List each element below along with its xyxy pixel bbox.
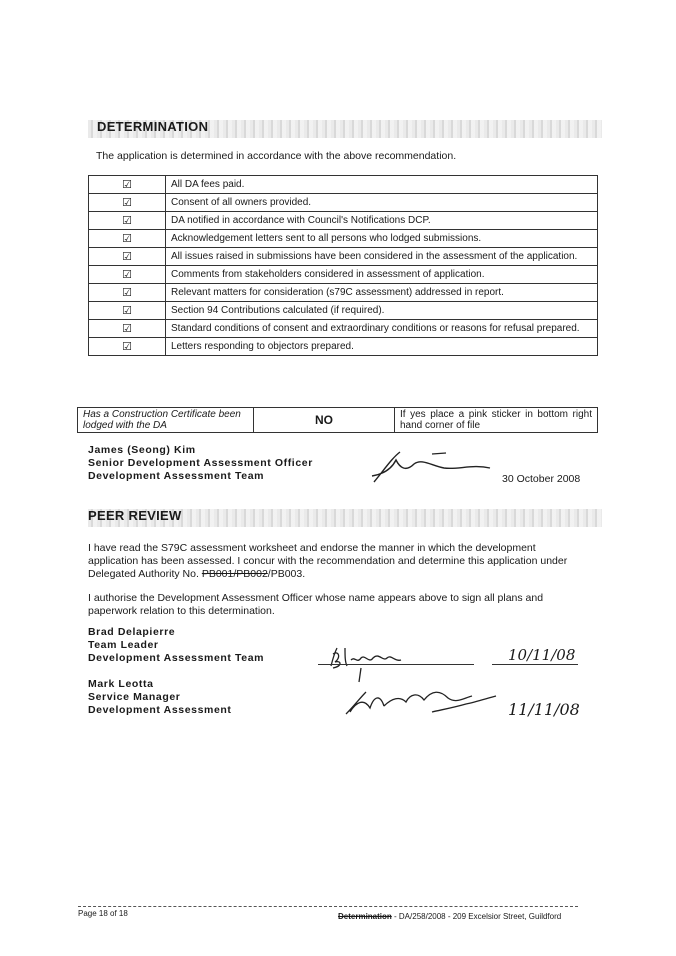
footer-reference: Determination - DA/258/2008 - 209 Excelsior Street, Guildford bbox=[338, 912, 562, 921]
officer-date: 30 October 2008 bbox=[502, 473, 581, 485]
construction-answer: NO bbox=[254, 408, 395, 433]
checkbox-ticked-icon: ☑ bbox=[89, 338, 166, 356]
footer-rule bbox=[78, 906, 578, 907]
struck-authority: PB001/PB002 bbox=[201, 568, 268, 580]
officer-signature bbox=[362, 446, 497, 492]
checklist-row bbox=[89, 320, 598, 338]
footer-page-number: Page 18 of 18 bbox=[78, 909, 128, 918]
checklist-row bbox=[89, 266, 598, 284]
manager-date: 11/11/08 bbox=[508, 700, 580, 719]
reviewer-signature bbox=[325, 640, 415, 684]
determination-heading: DETERMINATION bbox=[97, 119, 209, 134]
checklist-item-text: Standard conditions of consent and extraordinary conditions or reasons for refusal prepared. bbox=[166, 320, 598, 338]
manager-block bbox=[88, 678, 232, 717]
manager-signature bbox=[340, 684, 500, 720]
checkbox-ticked-icon: ☑ bbox=[89, 230, 166, 248]
checklist-item-text: All issues raised in submissions have been considered in the assessment of the application. bbox=[166, 248, 598, 266]
checkbox-ticked-icon: ☑ bbox=[89, 194, 166, 212]
checklist-item-text: Letters responding to objectors prepared. bbox=[166, 338, 598, 356]
footer-struck-word: Determination bbox=[338, 912, 392, 921]
manager-name: Mark Leotta bbox=[88, 678, 154, 690]
checkbox-ticked-icon: ☑ bbox=[89, 212, 166, 230]
reviewer-signature-line bbox=[318, 664, 474, 665]
checklist-row bbox=[89, 248, 598, 266]
manager-team: Development Assessment bbox=[88, 704, 232, 716]
officer-role: Senior Development Assessment Officer bbox=[88, 457, 313, 469]
reviewer-role: Team Leader bbox=[88, 639, 159, 651]
construction-note: If yes place a pink sticker in bottom right hand corner of file bbox=[395, 408, 598, 433]
reviewer-name: Brad Delapierre bbox=[88, 626, 176, 638]
construction-certificate-table bbox=[77, 407, 598, 433]
officer-block bbox=[88, 444, 313, 483]
checklist-item-text: Consent of all owners provided. bbox=[166, 194, 598, 212]
checkbox-ticked-icon: ☑ bbox=[89, 320, 166, 338]
checklist-row bbox=[89, 338, 598, 356]
checklist-row bbox=[89, 230, 598, 248]
officer-team: Development Assessment Team bbox=[88, 470, 265, 482]
checklist-row bbox=[89, 176, 598, 194]
checklist-row bbox=[89, 302, 598, 320]
checklist-row bbox=[89, 194, 598, 212]
reviewer-team: Development Assessment Team bbox=[88, 652, 265, 664]
checklist-row bbox=[89, 212, 598, 230]
reviewer-date: 10/11/08 bbox=[508, 646, 576, 664]
construction-question: Has a Construction Certificate been lodged with the DA bbox=[78, 408, 254, 433]
checklist-item-text: Relevant matters for consideration (s79C assessment) addressed in report. bbox=[166, 284, 598, 302]
checkbox-ticked-icon: ☑ bbox=[89, 176, 166, 194]
reviewer-block bbox=[88, 626, 264, 665]
checklist-item-text: DA notified in accordance with Council's Notifications DCP. bbox=[166, 212, 598, 230]
checklist-item-text: All DA fees paid. bbox=[166, 176, 598, 194]
determination-checklist bbox=[88, 175, 598, 356]
checkbox-ticked-icon: ☑ bbox=[89, 266, 166, 284]
checklist-item-text: Acknowledgement letters sent to all persons who lodged submissions. bbox=[166, 230, 598, 248]
checklist-item-text: Comments from stakeholders considered in assessment of application. bbox=[166, 266, 598, 284]
manager-role: Service Manager bbox=[88, 691, 181, 703]
checklist-item-text: Section 94 Contributions calculated (if required). bbox=[166, 302, 598, 320]
peer-review-heading: PEER REVIEW bbox=[88, 508, 182, 523]
peer-review-paragraph-2: I authorise the Development Assessment Officer whose name appears above to sign all plans and paperwork relation to this determination. bbox=[88, 592, 544, 617]
peer-review-paragraph-1: I have read the S79C assessment worksheet and endorse the manner in which the development application has been assessed. I concur with the recommendation and determine this application under Delegated Authority No. PB001/PB002/PB003. bbox=[88, 542, 568, 580]
checkbox-ticked-icon: ☑ bbox=[89, 302, 166, 320]
checklist-row bbox=[89, 284, 598, 302]
reviewer-date-line bbox=[492, 664, 578, 665]
determination-intro: The application is determined in accordance with the above recommendation. bbox=[96, 150, 457, 162]
checkbox-ticked-icon: ☑ bbox=[89, 248, 166, 266]
officer-name: James (Seong) Kim bbox=[88, 444, 196, 456]
checkbox-ticked-icon: ☑ bbox=[89, 284, 166, 302]
